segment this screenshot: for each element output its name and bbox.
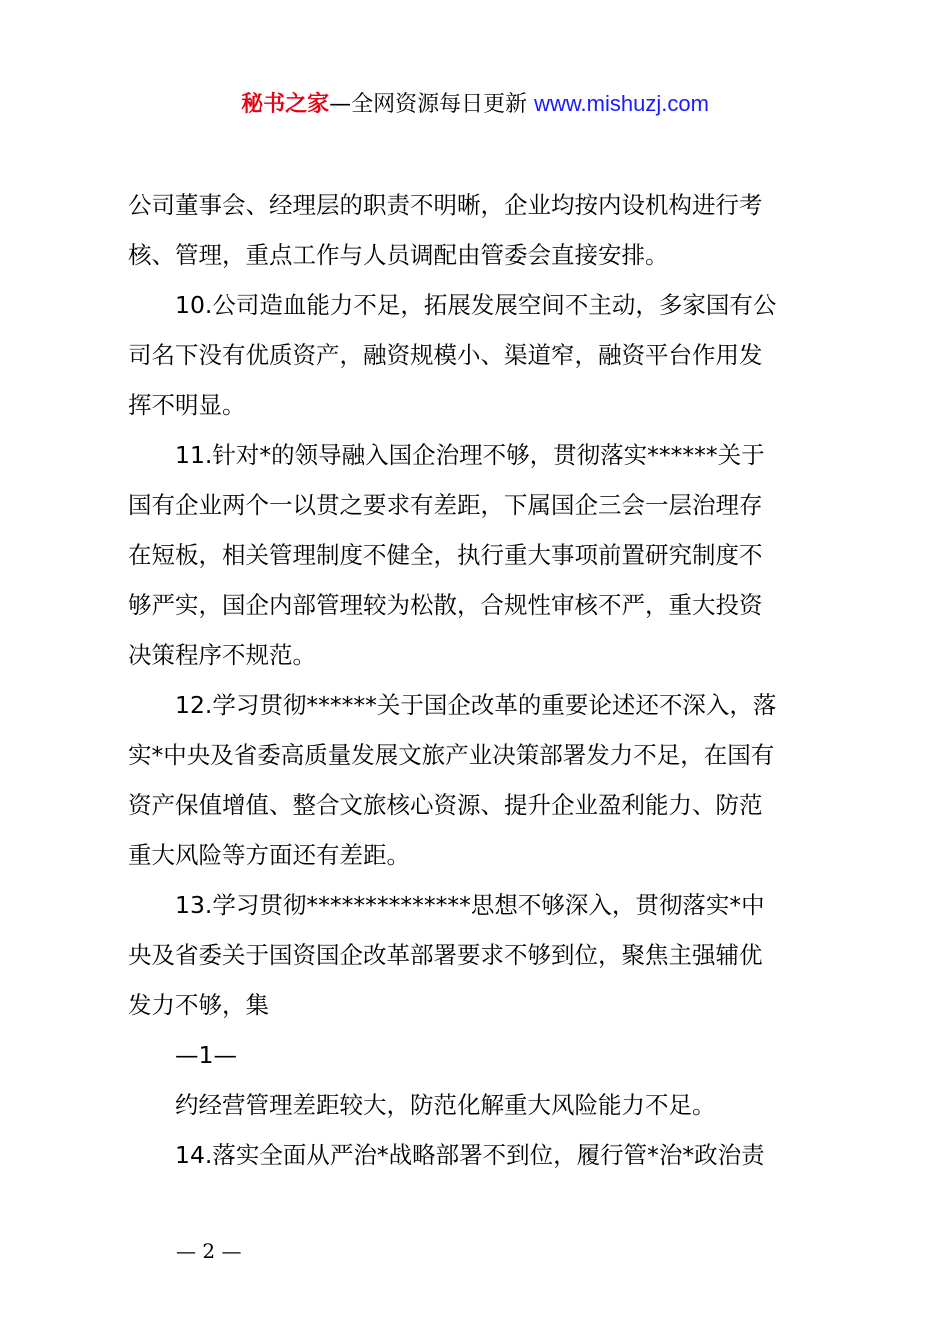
page-number: — 2 —: [176, 1239, 242, 1263]
text-line: 14.落实全面从严治*战略部署不到位，履行管*治*政治责: [175, 1141, 765, 1169]
text-line: 公司董事会、经理层的职责不明晰，企业均按内设机构进行考: [128, 191, 763, 219]
text-line: 资产保值增值、整合文旅核心资源、提升企业盈利能力、防范: [128, 791, 763, 819]
text-line: 13.学习贯彻**************思想不够深入，贯彻落实*中: [175, 891, 765, 919]
text-line: 实*中央及省委高质量发展文旅产业决策部署发力不足，在国有: [128, 741, 775, 769]
header-url-link[interactable]: www.mishuzj.com: [534, 91, 709, 116]
header-slogan: —全网资源每日更新: [329, 92, 528, 117]
text-line: 10.公司造血能力不足，拓展发展空间不主动，多家国有公: [175, 291, 777, 319]
paragraph-item-10: [128, 280, 830, 430]
paragraph-item-14: [128, 1130, 830, 1180]
text-line: 够严实，国企内部管理较为松散，合规性审核不严，重大投资: [128, 591, 763, 619]
text-line: 司名下没有优质资产，融资规模小、渠道窄，融资平台作用发: [128, 341, 763, 369]
text-line: 核、管理，重点工作与人员调配由管委会直接安排。: [128, 241, 669, 269]
paragraph-item-12: [128, 680, 830, 880]
text-line: 约经营管理差距较大，防范化解重大风险能力不足。: [175, 1091, 716, 1119]
text-line: —1—: [175, 1041, 237, 1069]
document-header: [0, 86, 950, 123]
text-line: 12.学习贯彻******关于国企改革的重要论述还不深入，落: [175, 691, 777, 719]
text-line: 11.针对*的领导融入国企治理不够，贯彻落实******关于: [175, 441, 765, 469]
paragraph-continuation-2: [128, 1080, 830, 1130]
text-line: 决策程序不规范。: [128, 641, 316, 669]
text-line: 重大风险等方面还有差距。: [128, 841, 410, 869]
text-line: 挥不明显。: [128, 391, 246, 419]
text-line: 国有企业两个一以贯之要求有差距，下属国企三会一层治理存: [128, 491, 763, 519]
paragraph-continuation: [128, 180, 830, 280]
header-brand: 秘书之家: [241, 92, 330, 117]
paragraph-item-11: [128, 430, 830, 680]
paragraph-item-13: [128, 880, 830, 1030]
text-line: 发力不够，集: [128, 991, 269, 1019]
text-line: 央及省委关于国资国企改革部署要求不够到位，聚焦主强辅优: [128, 941, 763, 969]
document-body: [128, 180, 830, 1180]
inline-page-marker: [128, 1030, 830, 1080]
text-line: 在短板，相关管理制度不健全，执行重大事项前置研究制度不: [128, 541, 763, 569]
